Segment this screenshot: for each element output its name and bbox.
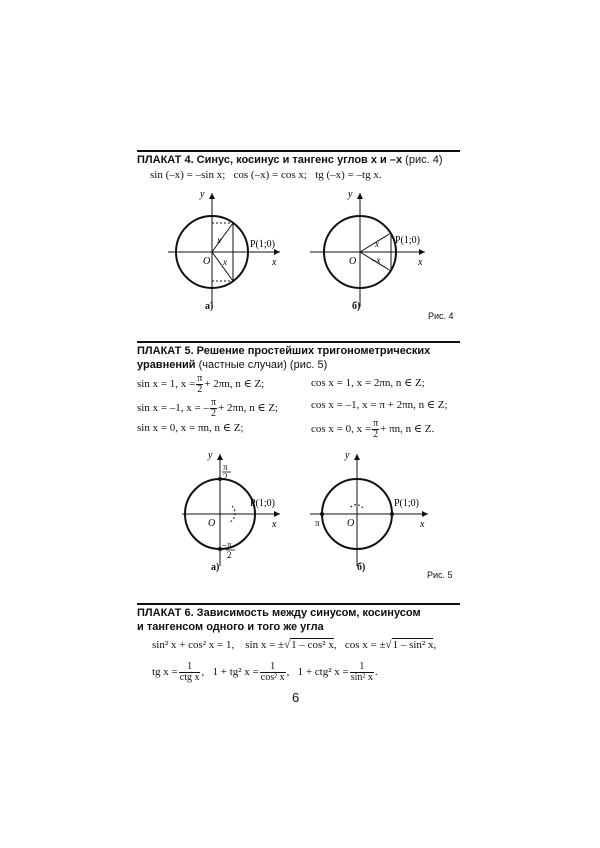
svg-text:P(1;0): P(1;0) (395, 235, 420, 246)
formula-sin-neg: sin (–x) = –sin x; cos (–x) = cos x; tg (–x) = –tg x. (150, 169, 382, 181)
caption-fig5: Рис. 5 (427, 570, 453, 580)
fig4a-circle-diagram (168, 189, 280, 307)
figure-5 (170, 448, 460, 578)
page-number: 6 (292, 690, 300, 705)
eq-sin-1: sin x = 1, x = $\frac{\pi}{2}$ + 2πn, n ∈ Z; (137, 373, 265, 395)
svg-text:y: y (345, 450, 350, 461)
identity-line2: tg x = $\frac{1}{\text{ctg x}}$ , 1 + tg² x = $\frac{1}{\text{cos² x}}$ , 1 + ctg² x = $\frac{1}{\text{sin² x}}$ . (152, 661, 378, 683)
heading-plakat4: ПЛАКАТ 4. Синус, косинус и тангенс углов x и –x (рис. 4) (137, 154, 443, 166)
fig4b-label: б) (352, 301, 361, 312)
eq-sin-0: sin x = 0, x = πn, n ∈ Z; (137, 422, 244, 434)
svg-text:x: x (420, 519, 425, 530)
svg-text:O: O (208, 518, 216, 529)
svg-text:x: x (217, 235, 221, 245)
svg-text:π: π (315, 518, 320, 528)
fig4a-label: а) (205, 301, 214, 312)
identity-line1: sin² x + cos² x = 1, sin x = ±√1 – cos² x, cos x = ±√1 – sin² x, (152, 639, 437, 651)
fig5a-circle-diagram (182, 450, 280, 566)
svg-text:O: O (349, 256, 357, 267)
svg-text:–: – (222, 540, 227, 550)
svg-text:–x: –x (372, 255, 381, 265)
fig5b-circle-diagram (310, 450, 428, 566)
eq-cos-0: cos x = 0, x = $\frac{\pi}{2}$ + πn, n ∈ Z. (311, 418, 435, 440)
svg-text:x: x (375, 239, 379, 249)
svg-text:x: x (418, 257, 423, 268)
eq-cos-1: cos x = 1, x = 2πn, n ∈ Z; (311, 377, 425, 389)
rule-plakat5 (137, 341, 460, 343)
figure-4 (150, 185, 450, 315)
heading-plakat6: ПЛАКАТ 6. Зависимость между синусом, косинусом и тангенсом одного и того же угла (137, 607, 421, 633)
rule-plakat6 (137, 603, 460, 605)
svg-text:P(1;0): P(1;0) (250, 498, 275, 509)
svg-text:O: O (203, 256, 211, 267)
svg-text:O: O (347, 518, 355, 529)
eq-cos-neg1: cos x = –1, x = π + 2πn, n ∈ Z; (311, 399, 448, 411)
fig5a-label: а) (211, 562, 220, 573)
svg-text:π: π (227, 540, 232, 550)
svg-text:y: y (348, 189, 353, 200)
svg-text:x: x (272, 257, 277, 268)
heading-plakat5: ПЛАКАТ 5. Решение простейших тригонометрических уравнений (частные случаи) (рис. 5) (137, 345, 431, 371)
svg-text:2: 2 (227, 550, 232, 560)
rule-plakat4 (137, 150, 460, 152)
svg-text:P(1;0): P(1;0) (394, 498, 419, 509)
svg-text:y: y (208, 450, 213, 461)
svg-text:y: y (200, 189, 205, 200)
svg-text:x: x (223, 257, 227, 267)
eq-sin-neg1: sin x = –1, x = – $\frac{\pi}{2}$ + 2πn, n ∈ Z; (137, 397, 278, 419)
svg-text:x: x (272, 519, 277, 530)
caption-fig4: Рис. 4 (428, 311, 454, 321)
fig5b-label: б) (357, 562, 366, 573)
fig4b-circle-diagram (310, 189, 425, 307)
svg-text:2: 2 (223, 472, 228, 482)
svg-text:π: π (223, 462, 228, 472)
svg-text:P(1;0): P(1;0) (250, 239, 275, 250)
